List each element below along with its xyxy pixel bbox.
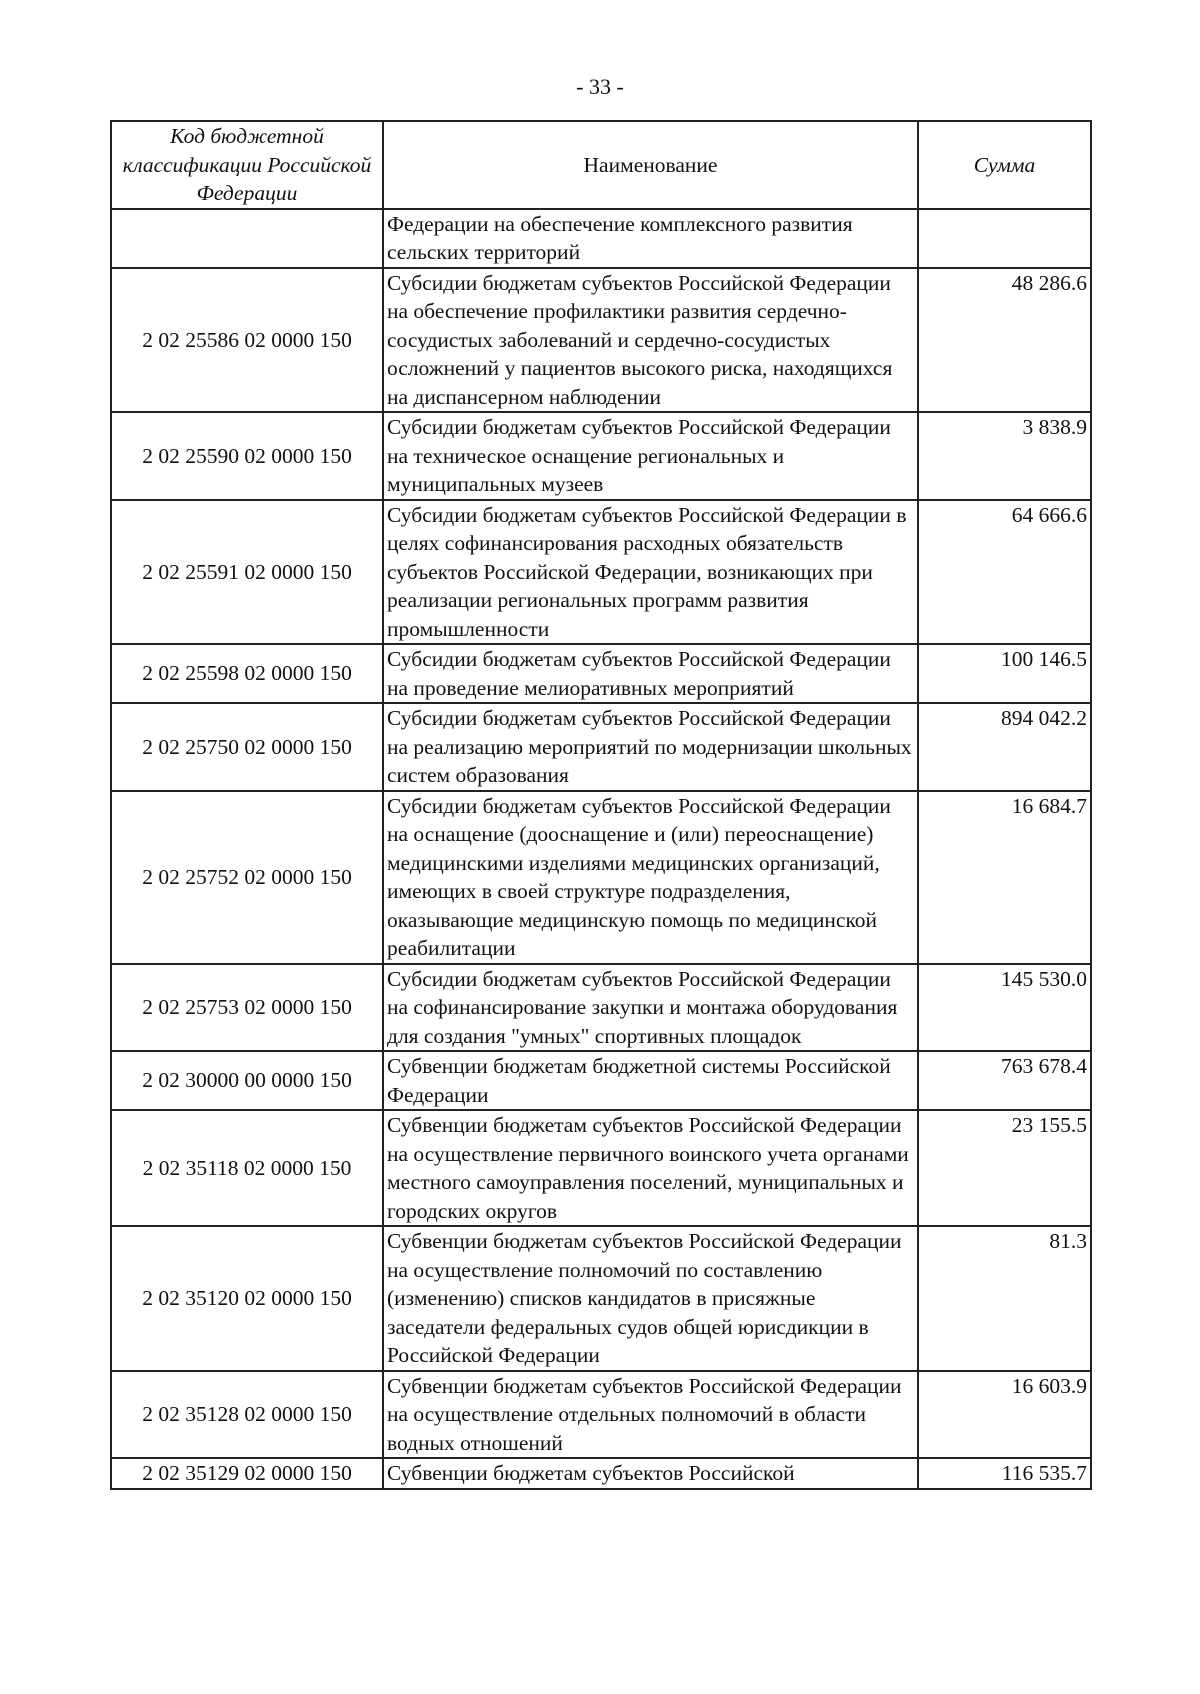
row-code: 2 02 35128 02 0000 150 [111, 1371, 383, 1459]
row-name: Субвенции бюджетам субъектов Российской Федерации на осуществление полномочий по составлению (изменению) списков кандидатов в присяжные заседатели федеральных судов общей юрисдикции в Российской Федерации [383, 1226, 918, 1371]
row-code: 2 02 35118 02 0000 150 [111, 1110, 383, 1226]
row-sum: 763 678.4 [918, 1051, 1091, 1110]
table-body [111, 209, 1091, 1489]
table-row [111, 500, 1091, 645]
row-sum: 64 666.6 [918, 500, 1091, 645]
row-code: 2 02 25591 02 0000 150 [111, 500, 383, 645]
table-row [111, 644, 1091, 703]
row-code: 2 02 25590 02 0000 150 [111, 412, 383, 500]
row-name: Субсидии бюджетам субъектов Российской Федерации на реализацию мероприятий по модернизации школьных систем образования [383, 703, 918, 791]
row-name: Субсидии бюджетам субъектов Российской Федерации на обеспечение профилактики развития сердечно-сосудистых заболеваний и сердечно-сосудистых осложнений у пациентов высокого риска, находящихся на диспансерном наблюдении [383, 268, 918, 413]
row-code: 2 02 35120 02 0000 150 [111, 1226, 383, 1371]
header-row [111, 121, 1091, 209]
header-code: Код бюджетной классификации Российской Федерации [111, 121, 383, 209]
row-name: Субвенции бюджетам субъектов Российской Федерации на осуществление отдельных полномочий в области водных отношений [383, 1371, 918, 1459]
table-row [111, 209, 1091, 268]
table-row [111, 1458, 1091, 1489]
header-name: Наименование [383, 121, 918, 209]
table-row [111, 1226, 1091, 1371]
row-sum: 3 838.9 [918, 412, 1091, 500]
row-sum: 894 042.2 [918, 703, 1091, 791]
row-sum: 81.3 [918, 1226, 1091, 1371]
table-row [111, 791, 1091, 964]
row-code: 2 02 25752 02 0000 150 [111, 791, 383, 964]
row-code: 2 02 25750 02 0000 150 [111, 703, 383, 791]
row-name: Субсидии бюджетам субъектов Российской Федерации на оснащение (дооснащение и (или) переоснащение) медицинскими изделиями медицинских организаций, имеющих в своей структуре подразделения, оказывающие медицинскую помощь по медицинской реабилитации [383, 791, 918, 964]
row-name: Субсидии бюджетам субъектов Российской Федерации на софинансирование закупки и монтажа оборудования для создания "умных" спортивных площадок [383, 964, 918, 1052]
row-name: Субвенции бюджетам субъектов Российской [383, 1458, 918, 1489]
row-sum: 16 603.9 [918, 1371, 1091, 1459]
row-sum: 100 146.5 [918, 644, 1091, 703]
row-sum: 16 684.7 [918, 791, 1091, 964]
row-code: 2 02 35129 02 0000 150 [111, 1458, 383, 1489]
table-header [111, 121, 1091, 209]
header-sum: Сумма [918, 121, 1091, 209]
row-name: Субвенции бюджетам бюджетной системы Российской Федерации [383, 1051, 918, 1110]
row-name: Субвенции бюджетам субъектов Российской Федерации на осуществление первичного воинского учета органами местного самоуправления поселений, муниципальных и городских округов [383, 1110, 918, 1226]
table-row [111, 412, 1091, 500]
table-row [111, 964, 1091, 1052]
row-sum: 145 530.0 [918, 964, 1091, 1052]
row-code: 2 02 30000 00 0000 150 [111, 1051, 383, 1110]
table-row [111, 1371, 1091, 1459]
table-row [111, 1051, 1091, 1110]
table-row [111, 268, 1091, 413]
row-sum: 23 155.5 [918, 1110, 1091, 1226]
row-code [111, 209, 383, 268]
row-name: Субсидии бюджетам субъектов Российской Федерации на проведение мелиоративных мероприятий [383, 644, 918, 703]
row-sum: 48 286.6 [918, 268, 1091, 413]
row-code: 2 02 25598 02 0000 150 [111, 644, 383, 703]
row-name: Субсидии бюджетам субъектов Российской Федерации в целях софинансирования расходных обязательств субъектов Российской Федерации, возникающих при реализации региональных программ развития промышленности [383, 500, 918, 645]
row-name: Субсидии бюджетам субъектов Российской Федерации на техническое оснащение региональных и муниципальных музеев [383, 412, 918, 500]
row-name: Федерации на обеспечение комплексного развития сельских территорий [383, 209, 918, 268]
row-code: 2 02 25586 02 0000 150 [111, 268, 383, 413]
row-sum [918, 209, 1091, 268]
row-code: 2 02 25753 02 0000 150 [111, 964, 383, 1052]
page-number: - 33 - [576, 74, 624, 99]
budget-classification-table [110, 120, 1092, 1490]
row-sum: 116 535.7 [918, 1458, 1091, 1489]
table-row [111, 703, 1091, 791]
table-row [111, 1110, 1091, 1226]
